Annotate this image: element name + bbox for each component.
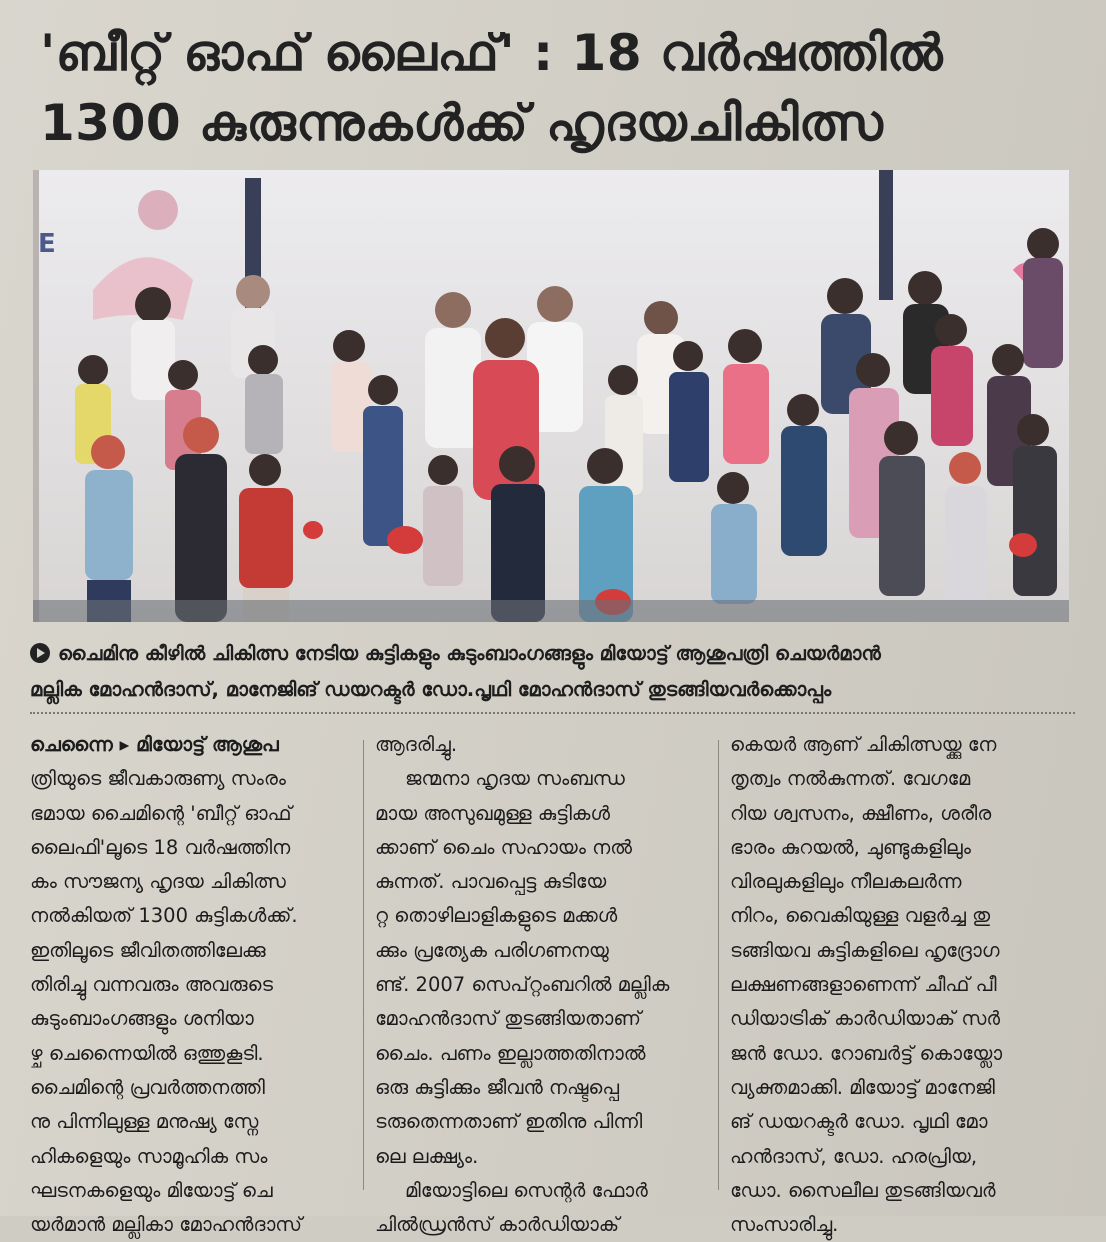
headline (40, 18, 1080, 158)
article-column-2 (375, 728, 695, 1242)
article-line: ത്രിയുടെ ജീവകാരുണ്യ സംരം (30, 767, 286, 791)
play-icon (30, 643, 50, 663)
article-line: കെയർ ആണ് ചികിത്സയ്ക്കു നേ (730, 733, 997, 756)
caption-divider (30, 712, 1075, 714)
article-line: തൃത്വം നൽകുന്നത്. വേഗമേ (730, 767, 971, 791)
article-line: ചൈമിന്റെ പ്രവർത്തനത്തി (30, 1075, 265, 1099)
article-line: ഭമായ ചൈമിന്റെ 'ബീറ്റ് ഓഫ് (30, 801, 292, 825)
article-line: കുടുംബാംഗങ്ങളും ശനിയാ (30, 1007, 254, 1031)
article-column-3 (730, 728, 1050, 1242)
banner-letter: E (38, 229, 56, 259)
caption-line-1 (30, 636, 1075, 672)
article-line: ലൈഫി'ലൂടെ 18 വർഷത്തിന (30, 835, 291, 859)
article-line: ടരുതെന്നതാണ് ഇതിനു പിന്നി (375, 1110, 643, 1134)
article-line: ഡിയാട്രിക് കാർഡിയാക് സർ (730, 1007, 1001, 1031)
article-line: ലെ ലക്ഷ്യം. (375, 1144, 479, 1168)
article-line: ഡോ. സൈലീല തുടങ്ങിയവർ (730, 1178, 996, 1202)
caption-line-2: മല്ലിക മോഹൻദാസ്, മാനേജിങ് ഡയറക്ടർ ഡോ.പൃഥി മോഹൻദാസ് തുടങ്ങിയവർക്കൊപ്പം (30, 678, 832, 701)
article-line: വ്യക്തമാക്കി. മിയോട്ട് മാനേജി (730, 1075, 995, 1099)
caption-text-1: ചൈമിനു കീഴിൽ ചികിത്സ നേടിയ കുട്ടികളും കുടുംബാംഗങ്ങളും മിയോട്ട് ആശുപത്രി ചെയർമാൻ (58, 642, 881, 665)
article-line: ചെന്നൈ ▸ മിയോട്ട് ആശുപ (30, 733, 279, 756)
article-line: ലക്ഷണങ്ങളാണെന്ന് ചീഫ് പീ (730, 973, 997, 997)
article-line: തിരിച്ചു വന്നവരും അവരുടെ (30, 973, 273, 997)
article-line: ഒരു കുട്ടിക്കും ജീവൻ നഷ്ടപ്പെ (375, 1075, 620, 1099)
group-photo (33, 170, 1069, 622)
article-line: ചിൽഡ്രൻസ് കാർഡിയാക് (375, 1213, 620, 1237)
article-line: ണ്ട്. 2007 സെപ്റ്റംബറിൽ മല്ലിക (375, 973, 670, 997)
article-line: മോഹൻദാസ് തുടങ്ങിയതാണ് (375, 1007, 642, 1031)
article-line: റിയ ശ്വസനം, ക്ഷീണം, ശരീര (730, 801, 992, 825)
headline-line-1: 'ബീറ്റ് ഓഫ് ലൈഫ്' : 18 വർഷത്തിൽ (40, 24, 944, 82)
article-line: മായ അസുഖമുള്ള കുട്ടികൾ (375, 801, 610, 825)
article-line: ജന്മനാ ഹൃദയ സംബന്ധ (405, 767, 625, 791)
article-line: സംസാരിച്ചു. (730, 1213, 839, 1237)
article-line: ജൻ ഡോ. റോബർട്ട് കൊയ്ലോ (730, 1041, 1003, 1065)
article-line: ഹൻദാസ്, ഡോ. ഹരപ്രിയ, (730, 1144, 978, 1168)
article-line: ഇതിലൂടെ ജീവിതത്തിലേക്കു (30, 938, 266, 962)
article-line: ചൈം. പണം ഇല്ലാത്തതിനാൽ (375, 1041, 646, 1065)
article-line: വിരലുകളിലും നീലകലർന്ന (730, 870, 962, 894)
group-photo-illustration (33, 170, 1069, 622)
article-line: ഭാരം കുറയൽ, ചുണ്ടുകളിലും (730, 835, 971, 859)
article-body (30, 728, 1080, 1237)
headline-line-2: 1300 കുരുന്നുകൾക്ക് ഹൃദയചികിത്സ (40, 94, 884, 152)
article-column-1 (30, 728, 350, 1242)
article-line: ക്കും പ്രത്യേക പരിഗണനയു (375, 938, 609, 962)
article-line: ഘടനകളെയും മിയോട്ട് ചെ (30, 1178, 273, 1202)
article-line: ങ് ഡയറക്ടർ ഡോ. പൃഥി മോ (730, 1110, 988, 1134)
article-line: ഴ്ച ചെന്നൈയിൽ ഒത്തുകൂടി. (30, 1041, 264, 1065)
article-line: റ്റ തൊഴിലാളികളുടെ മക്കൾ (375, 904, 618, 928)
article-line: ഹികളെയും സാമൂഹിക സം (30, 1144, 268, 1168)
article-line: കം സൗജന്യ ഹൃദയ ചികിത്സ (30, 870, 286, 894)
article-line: നൽകിയത് 1300 കുട്ടികൾക്ക്. (30, 904, 298, 928)
article-line: നു പിന്നിലുള്ള മനുഷ്യ സ്നേ (30, 1110, 259, 1134)
article-line: യർമാൻ മല്ലികാ മോഹൻദാസ് (30, 1213, 303, 1237)
article-line: മിയോട്ടിലെ സെന്റർ ഫോർ (405, 1178, 648, 1202)
article-line: ആദരിച്ചു. (375, 733, 458, 756)
article-line: കുന്നത്. പാവപ്പെട്ട കുടിയേ (375, 870, 607, 894)
article-line: നിറം, വൈകിയുള്ള വളർച്ച തു (730, 904, 991, 928)
article-line: ക്കാണ് ചൈം സഹായം നൽ (375, 835, 632, 859)
photo-caption (30, 636, 1075, 708)
article-line: ടങ്ങിയവ കുട്ടികളിലെ ഹൃദ്രോഗ (730, 938, 1000, 962)
